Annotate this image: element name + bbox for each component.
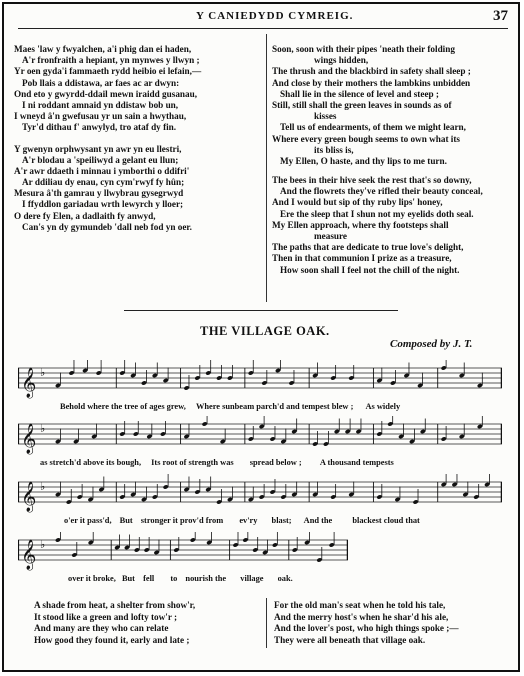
music-staff-1 (18, 360, 502, 400)
poem-line: Can's yn dy gymundeb 'dall neb fod yn oer. (22, 221, 192, 232)
lyric-phrase: village (240, 574, 264, 583)
verse-line: A shade from heat, a shelter from show'r, (34, 600, 196, 610)
poem-line: Tell us of endearments, of them we might learn, (280, 122, 466, 133)
poem-line: Mesura â'th gamrau y llwybrau gysegrwyd (14, 188, 184, 199)
poem-line: The thrush and the blackbird in safety shall sleep ; (272, 66, 471, 77)
poem-line: Yr oen gyda'i fammaeth rydd heibio ei lefain,— (14, 66, 202, 77)
running-title: Y CANIEDYDD CYMREIG. (196, 10, 354, 22)
poem-line: Pob llais a ddistawa, ar faes ac ar dwyn: (22, 77, 180, 88)
lyric-phrase: Behold where the tree of ages grew, (60, 402, 186, 411)
svg-text:𝄞: 𝄞 (21, 368, 37, 398)
poem-line: Shall lie in the silence of level and steep ; (280, 88, 439, 99)
lyric-phrase: over it broke, (68, 574, 116, 583)
verse-line: It stood like a green and lofty tow'r ; (34, 611, 178, 622)
lyric-line-2 (40, 458, 394, 467)
svg-text:♭: ♭ (40, 538, 46, 551)
poem-line: O dere fy Elen, a dadlaith fy anwyd, (14, 210, 156, 221)
poem-line: The paths that are dedicate to true love's delight, (272, 242, 464, 253)
verse-line: And many are they who can relate (34, 623, 169, 634)
song-title: THE VILLAGE OAK. (200, 324, 330, 338)
music-staff-4 (18, 532, 348, 572)
lyric-line-3 (64, 516, 420, 525)
poem-line: And the flowrets they've rifled their beauty conceal, (280, 186, 483, 197)
poem-line: Tyr'd dithau f' anwylyd, tro ataf dy fin. (22, 122, 177, 133)
running-header (4, 10, 518, 28)
poem-line: I ni roddant amnaid yn ddistaw bob un, (22, 99, 179, 110)
poem-line: A'r fronfraith a hepiant, yn mynwes y llwyn ; (22, 55, 200, 66)
poem-line: its bliss is, (314, 144, 354, 155)
lyric-phrase: A thousand tempests (319, 458, 394, 467)
svg-text:♭: ♭ (40, 422, 46, 435)
verse-line: How good they found it, early and late ; (34, 634, 190, 645)
poem-line: kisses (314, 111, 337, 122)
lyric-phrase: as stretch'd above its bough, (40, 458, 142, 467)
lyric-phrase: As widely (365, 402, 401, 411)
lyric-phrase: Its root of strength was (151, 458, 234, 467)
english-poem (272, 44, 483, 276)
lyric-phrase: blast; (271, 516, 292, 525)
lyric-phrase: spread below ; (249, 458, 302, 467)
poem-line: And close by their mothers the lambkins unbidden (272, 77, 471, 88)
poem-line: A'r awr ddaeth i minnau i ymborthi o ddifri' (14, 165, 190, 176)
poem-line: wings hidden, (314, 55, 369, 66)
verse-line: For the old man's seat when he told his tale, (274, 600, 446, 610)
poem-line: Ar ddiliau dy enau, cyn cym'rwyf fy hûn; (22, 177, 185, 188)
svg-text:𝄞: 𝄞 (21, 482, 37, 512)
verse-right (274, 600, 459, 646)
lyric-phrase: fell (143, 574, 155, 583)
lyric-phrase: oak. (277, 574, 293, 583)
svg-text:𝄞: 𝄞 (21, 424, 37, 454)
verse-line: And the lover's post, who high things spoke ;— (274, 623, 459, 634)
svg-text:♭: ♭ (40, 480, 46, 493)
poem-line: My Ellen, O haste, and thy lips to me turn. (280, 155, 447, 166)
poem-line: Y gwenyn orphwysant yn awr yn eu llestri, (14, 143, 182, 154)
verse-line: And the merry host's when he shar'd his ale, (274, 611, 449, 622)
book-page (2, 2, 520, 672)
section-rule (124, 310, 398, 311)
music-staff-2 (18, 416, 502, 456)
lyric-phrase: But (121, 574, 135, 583)
lyric-phrase: ev'ry (239, 516, 258, 525)
composer-credit: Composed by J. T. (390, 338, 473, 350)
verse-line: They were all beneath that village oak. (274, 634, 426, 645)
poem-line: And I would but sip of thy ruby lips' honey, (272, 197, 443, 208)
poem-line: Then in that communion I prize as a treasure, (272, 253, 452, 264)
poem-line: Maes 'law y fwyalchen, a'i phig dan ei haden, (14, 44, 192, 54)
poem-line: I wneyd â'n gwefusau yr un sain a hwythau, (14, 111, 187, 122)
lyric-line-1 (60, 402, 400, 411)
poem-line: Where every green bough seems to own what its (272, 133, 460, 144)
lyric-phrase: Where sunbeam parch'd and tempest blew ; (195, 402, 354, 411)
poem-line: The bees in their hive seek the rest that's so downy, (272, 175, 472, 186)
lyric-line-4 (68, 574, 293, 583)
header-rule (18, 28, 508, 29)
music-staff-3 (18, 474, 502, 514)
lyric-phrase: But (119, 516, 133, 525)
poem-line: A'r blodau a 'speiliwyd a gelant eu llun; (22, 154, 179, 165)
lyric-phrase: nourish the (185, 574, 227, 583)
poem-line: Soon, soon with their pipes 'neath their folding (272, 44, 455, 54)
verse-divider (266, 598, 267, 648)
page-number: 37 (493, 8, 508, 24)
lyric-phrase: blackest cloud that (352, 516, 420, 525)
lyric-phrase: And the (303, 516, 333, 525)
svg-text:𝄞: 𝄞 (21, 540, 37, 570)
poem-line: Ere the sleep that I shun not my eyelids doth seal. (280, 208, 474, 219)
poem-line: Still, still shall the green leaves in sounds as of (272, 99, 452, 110)
poem-line: I ffyddlon gariadau wrth lewyrch y lloer; (22, 199, 184, 210)
svg-text:♭: ♭ (40, 366, 46, 379)
welsh-poem (14, 44, 201, 233)
column-divider (266, 34, 267, 302)
lyric-phrase: to (170, 574, 178, 583)
poem-line: My Ellen approach, where thy footsteps shall (272, 219, 449, 230)
lyric-phrase: stronger it prov'd from (140, 516, 224, 525)
poem-line: Ond eto y gwyrdd-ddail mewn iraidd gusanau, (14, 88, 198, 99)
verse-left (34, 600, 195, 646)
poem-line: measure (314, 231, 347, 241)
poem-line: How soon shall I feel not the chill of the night. (280, 264, 460, 275)
lyric-phrase: o'er it pass'd, (64, 516, 112, 525)
